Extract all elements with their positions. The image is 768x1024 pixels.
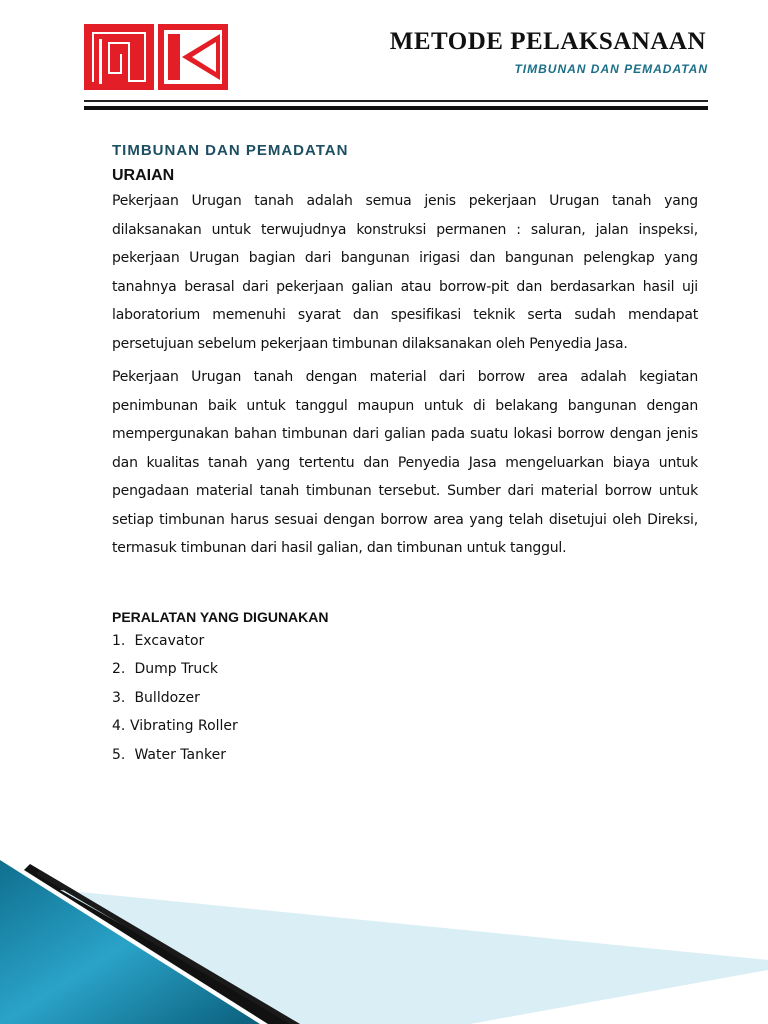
main-content	[112, 142, 698, 769]
list-item: 5. Water Tanker	[112, 746, 226, 763]
list-item: 2. Dump Truck	[112, 661, 219, 677]
document-subtitle: TIMBUNAN DAN PEMADATAN	[514, 62, 708, 76]
list-item: 3. Bulldozer	[112, 689, 200, 706]
equipment-list	[112, 627, 698, 770]
uraian-heading: URAIAN	[112, 167, 175, 184]
header-divider-thick	[84, 106, 708, 110]
paragraph-1: Pekerjaan Urugan tanah adalah semua jenis pekerjaan Urugan tanah yang dilaksanakan untuk terwujudnya konstruksi permanen : saluran, jalan inspeksi, pekerjaan Urugan bagian dari bangunan irigasi dan bangunan pelengkap yang tanahnya berasal dari pekerjaan galian atau borrow-pit dan berdasarkan hasil uji laboratorium memenuhi syarat dan spesifikasi teknik serta sudah mendapat persetujuan sebelum pekerjaan timbunan dilaksanakan oleh Penyedia Jasa.	[112, 193, 698, 352]
document-title: METODE PELAKSANAAN	[389, 28, 706, 55]
list-item: 4. Vibrating Roller	[112, 718, 238, 734]
equipment-heading: PERALATAN YANG DIGUNAKAN	[112, 608, 329, 625]
company-logo	[84, 24, 228, 90]
footer-decoration	[0, 850, 768, 1024]
header-divider-thin	[84, 100, 708, 102]
list-item: 1. Excavator	[112, 632, 205, 649]
paragraph-2: Pekerjaan Urugan tanah dengan material dari borrow area adalah kegiatan penimbunan baik untuk tanggul maupun untuk di belakang bangunan dengan mempergunakan bahan timbunan dari galian pada suatu lokasi borrow dengan jenis dan kualitas tanah yang tertentu dan Penyedia Jasa mengeluarkan biaya untuk pengadaan material tanah timbunan tersebut. Sumber dari material borrow untuk setiap timbunan harus sesuai dengan borrow area yang telah disetujui oleh Direksi, termasuk timbunan dari hasil galian, dan timbunan untuk tanggul.	[112, 369, 698, 556]
section-heading: TIMBUNAN DAN PEMADATAN	[112, 142, 349, 159]
